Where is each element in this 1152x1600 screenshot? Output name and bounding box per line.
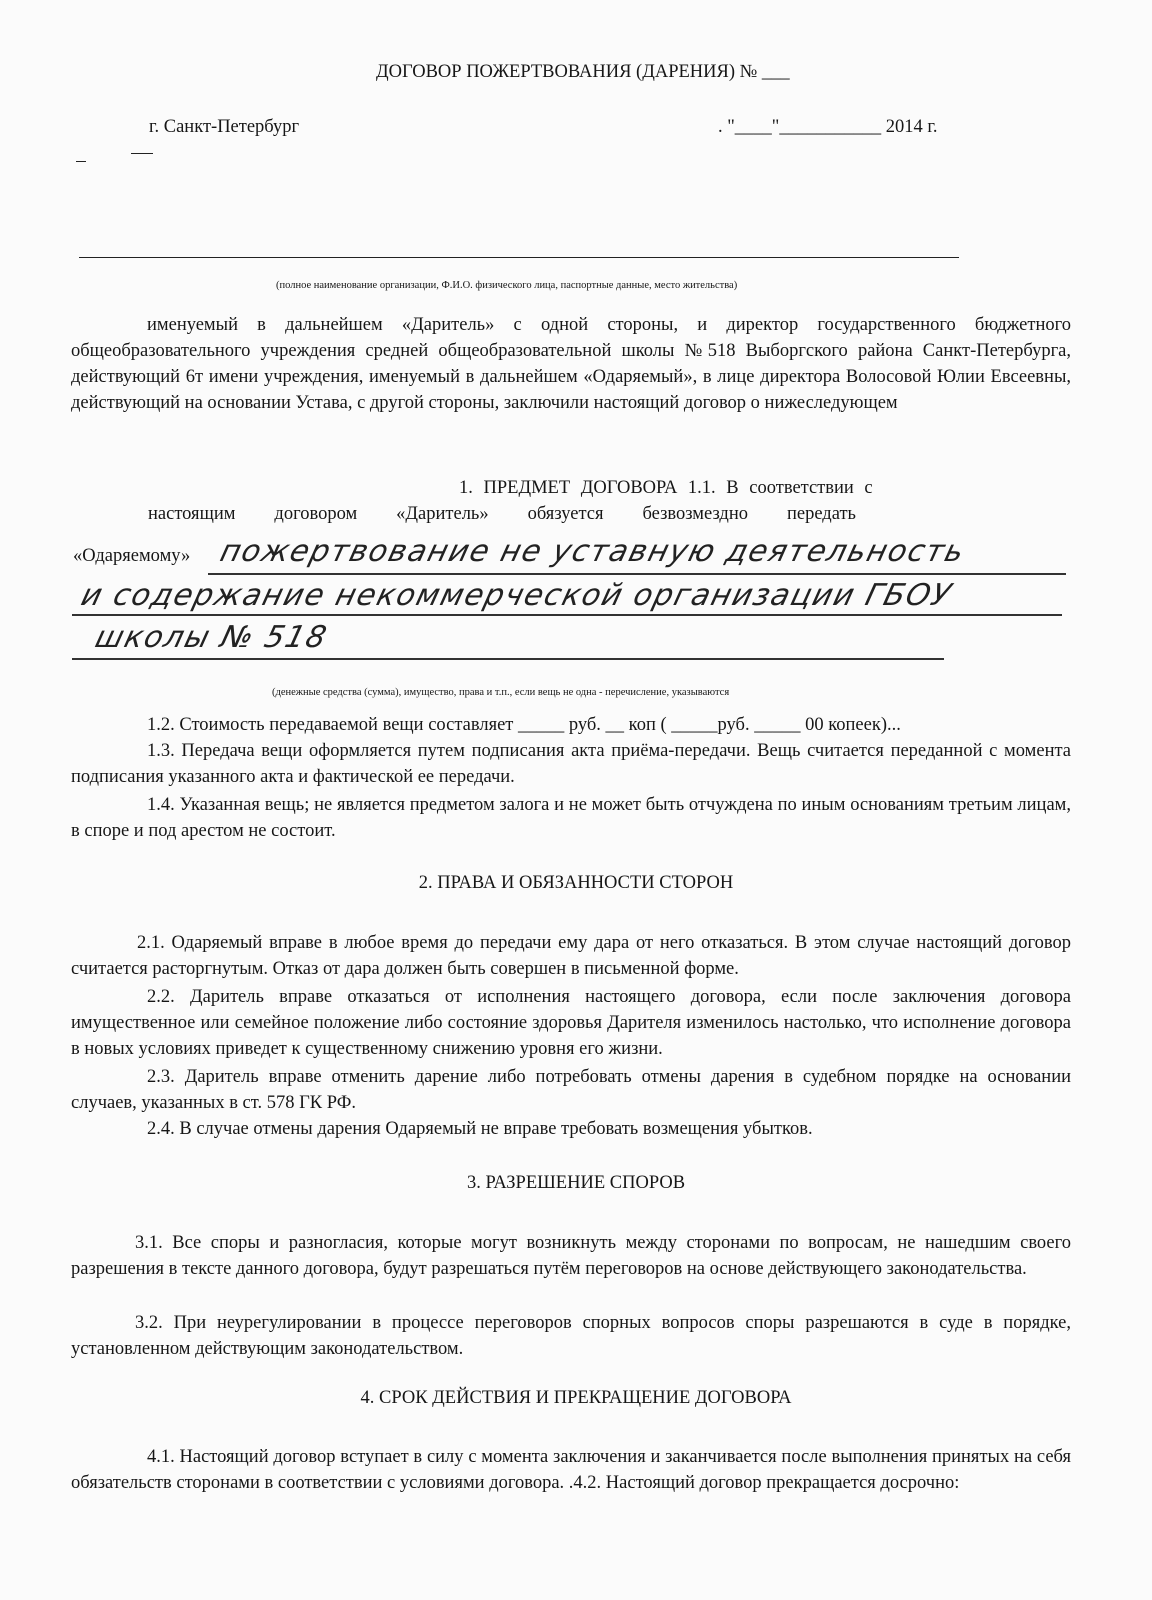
place: г. Санкт-Петербург — [149, 117, 300, 137]
paragraph-2-2: 2.2. Даритель вправе отказаться от исполнения настоящего договора, если после заключения договора имущественное или семейное положение либо состояние здоровья Дарителя изменилось настолько, что исполнение договора в новых условиях приведет к существенному снижению уровня его жизни. — [71, 987, 1071, 1059]
section1-heading: 1. ПРЕДМЕТ ДОГОВОРА 1.1. В соответствии с — [459, 478, 873, 498]
handwritten-line-1: пожертвование не уставную деятельность — [216, 534, 969, 569]
paragraph-1-2: 1.2. Стоимость передаваемой вещи составляет _____ руб. __ коп ( _____руб. _____ 00 копеек)... — [147, 715, 901, 735]
paragraph-2-1: 2.1. Одаряемый вправе в любое время до передачи ему дара от него отказаться. В этом случае настоящий договор считается расторгнутым. Отказ от дара должен быть совершен в письменной форме. — [71, 933, 1071, 979]
paragraph-3-1: 3.1. Все споры и разногласия, которые могут возникнуть между сторонами по вопросам, не нашедшим своего разрешения в тексте данного договора, будут разрешаться путём переговоров на основе действующего законодательства. — [71, 1233, 1071, 1279]
preamble-paragraph: именуемый в дальнейшем «Даритель» с одной стороны, и директор государственного бюджетного общеобразовательного учреждения средней общеобразовательной школы №518 Выборгского района Санкт-Петербурга, действующий 6т имени учреждения, именуемый в дальнейшем «Одаряемый», в лице директора Волосовой Юлии Евсеевны, действующий на основании Устава, с другой стороны, заключили настоящий договор о нижеследующем — [71, 315, 1071, 413]
word: договором — [274, 504, 358, 524]
subject-caption: (денежные средства (сумма), имущество, права и т.п., если вещь не одна - перечисление, указываются — [272, 687, 730, 698]
section4-heading: 4. СРОК ДЕЙСТВИЯ И ПРЕКРАЩЕНИЕ ДОГОВОРА — [360, 1388, 792, 1408]
handwriting-underline — [72, 658, 944, 660]
handwriting-underline — [208, 573, 1066, 575]
date-line: . "____"___________ 2014 г. — [718, 117, 938, 137]
recipient-label: «Одаряемому» — [73, 546, 191, 566]
donor-blank-line — [79, 257, 959, 258]
paragraph-1-4: 1.4. Указанная вещь; не является предметом залога и не может быть отчуждена по иным основаниям третьим лицам, в споре и под арестом не состоит. — [71, 795, 1071, 841]
word: передать — [786, 504, 856, 524]
document-title: ДОГОВОР ПОЖЕРТВОВАНИЯ (ДАРЕНИЯ) № ___ — [376, 62, 790, 82]
paragraph-3-2: 3.2. При неурегулировании в процессе переговоров спорных вопросов споры разрешаются в суде в порядке, установленном действующим законодательством. — [71, 1313, 1071, 1359]
handwritten-line-3: школы № 518 — [91, 620, 332, 655]
paragraph-1-3: 1.3. Передача вещи оформляется путем подписания акта приёма-передачи. Вещь считается переданной с момента подписания указанного акта и фактической ее передачи. — [71, 741, 1071, 787]
paragraph-2-4: 2.4. В случае отмены дарения Одаряемый не вправе требовать возмещения убытков. — [147, 1119, 813, 1139]
handwriting-underline — [72, 614, 1062, 616]
scan-mark — [76, 161, 86, 162]
word: обязуется — [527, 504, 604, 524]
section1-line2 — [148, 504, 856, 525]
paragraph-2-3: 2.3. Даритель вправе отменить дарение либо потребовать отмены дарения в судебном порядке на основании случаев, указанных в ст. 578 ГК РФ. — [71, 1067, 1071, 1113]
section2-heading: 2. ПРАВА И ОБЯЗАННОСТИ СТОРОН — [418, 873, 734, 893]
section3-heading: 3. РАЗРЕШЕНИЕ СПОРОВ — [466, 1173, 686, 1193]
scan-mark — [131, 153, 153, 154]
word: безвозмездно — [642, 504, 748, 524]
paragraph-4-1: 4.1. Настоящий договор вступает в силу с момента заключения и заканчивается после выполнения принятых на себя обязательств сторонами в соответствии с условиями договора. .4.2. Настоящий договор прекращается досрочно: — [71, 1447, 1071, 1493]
word: «Даритель» — [396, 504, 489, 524]
handwritten-line-2: и содержание некоммерческой организации ГБОУ — [77, 578, 956, 613]
donor-caption: (полное наименование организации, Ф.И.О. физического лица, паспортные данные, место жительства) — [276, 280, 738, 291]
word: настоящим — [148, 504, 236, 524]
